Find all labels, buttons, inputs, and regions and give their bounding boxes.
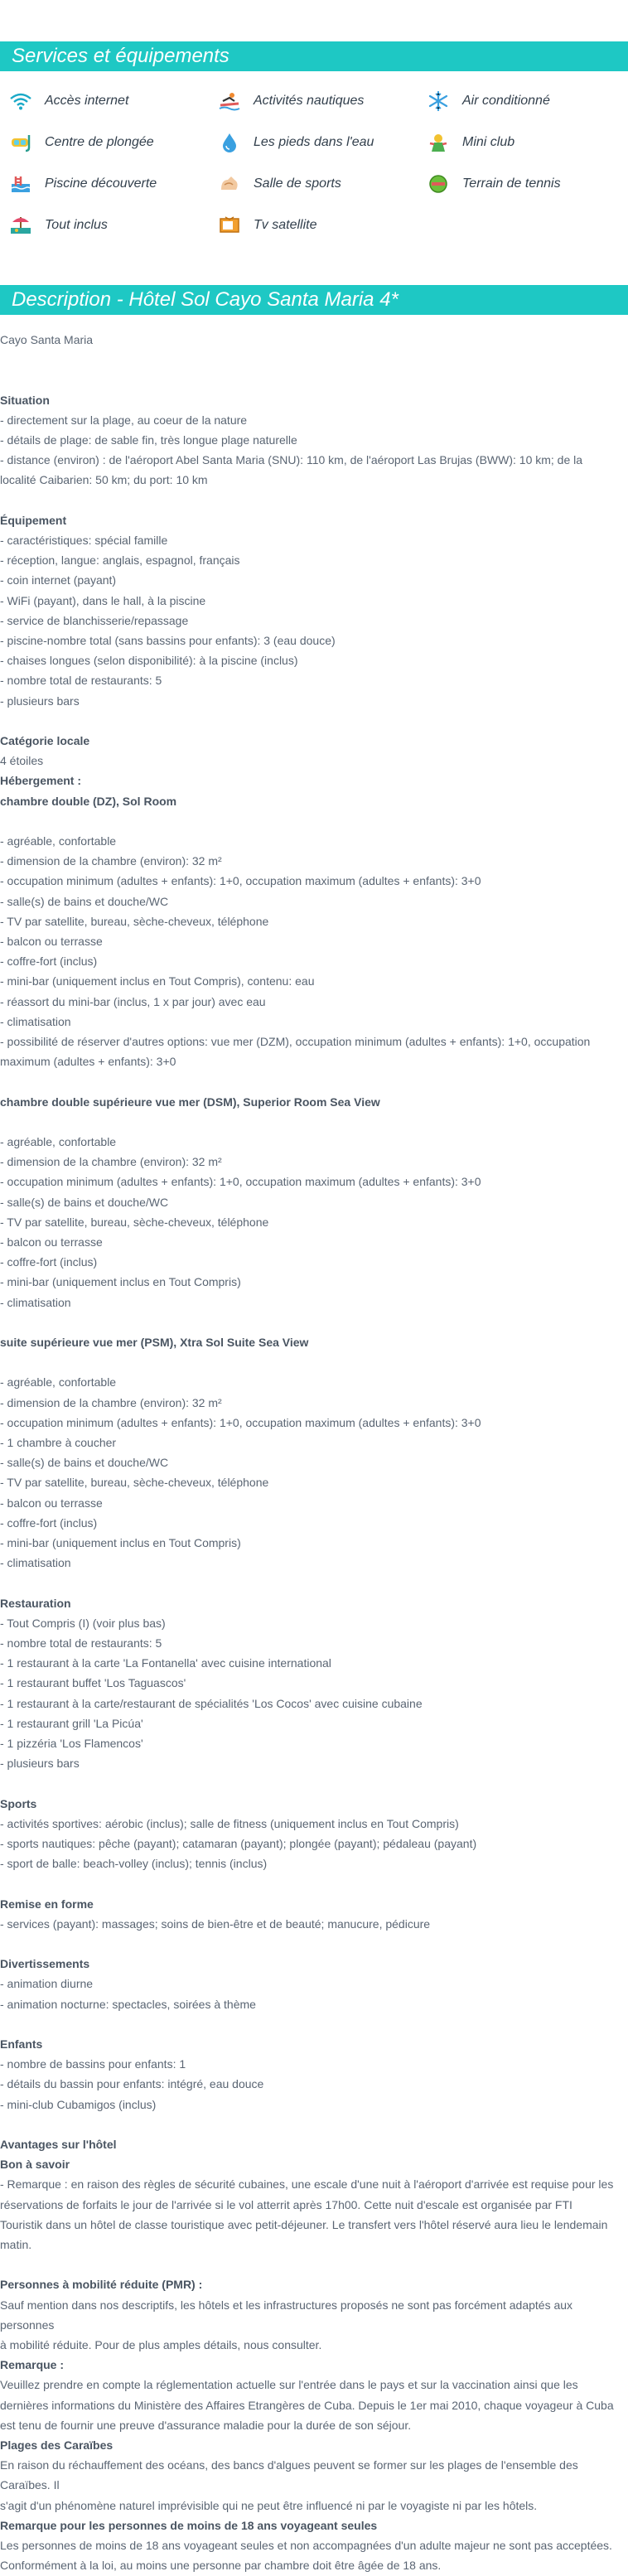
description-heading: Catégorie locale: [0, 734, 90, 747]
description-line: - agréable, confortable: [0, 1375, 117, 1389]
wifi-icon: [8, 90, 33, 112]
description-line: - 1 restaurant buffet 'Los Taguascos': [0, 1676, 186, 1690]
description-line: - chaises longues (selon disponibilité): à la piscine (inclus): [0, 654, 298, 668]
description-spacer: [0, 1934, 623, 1954]
description-line: - occupation minimum (adultes + enfants): 1+0, occupation maximum (adultes + enfants): 3+0: [0, 874, 481, 888]
description-spacer: [0, 711, 623, 731]
description-heading: Équipement: [0, 513, 67, 527]
kids-club-icon: [426, 132, 451, 153]
description-heading: Personnes à mobilité réduite (PMR) :: [0, 2278, 203, 2292]
description-line: - Tout Compris (I) (voir plus bas): [0, 1616, 166, 1630]
description-line: - piscine-nombre total (sans bassins pour enfants): 3 (eau douce): [0, 634, 336, 647]
services-header: Services et équipements: [0, 41, 628, 71]
amenity-gym: [217, 172, 341, 196]
description-line: - dimension de la chambre (environ): 32 m²: [0, 1155, 222, 1169]
description-spacer: [0, 491, 623, 510]
description-heading: Situation: [0, 393, 50, 407]
description-line: - nombre total de restaurants: 5: [0, 674, 162, 688]
description-line: Sauf mention dans nos descriptifs, les hôtels et les infrastructures proposés ne sont pas forcément adaptés aux personnes: [0, 2298, 573, 2332]
description-line: - détails du bassin pour enfants: intégré, eau douce: [0, 2077, 264, 2091]
description-line: Cayo Santa Maria: [0, 333, 94, 346]
description-line: - 1 restaurant à la carte 'La Fontanella' avec cuisine international: [0, 1656, 331, 1670]
description-line: - climatisation: [0, 1295, 71, 1309]
description-line: - mini-bar (uniquement inclus en Tout Compris), contenu: eau: [0, 974, 315, 988]
amenity-water-activities: [217, 89, 364, 114]
description-line: - balcon ou terrasse: [0, 1496, 103, 1510]
description-spacer: [0, 1773, 623, 1793]
description-line: - mini-bar (uniquement inclus en Tout Compris): [0, 1275, 241, 1289]
amenity-label: Les pieds dans l'eau: [254, 135, 374, 149]
description-line: maximum (adultes + enfants): 3+0: [0, 1055, 176, 1069]
description-line: - salle(s) de bains et douche/WC: [0, 894, 169, 908]
description-line: à mobilité réduite. Pour de plus amples détails, nous consulter.: [0, 2338, 322, 2352]
tennis-icon: [426, 173, 451, 195]
description-line: - directement sur la plage, au coeur de la nature: [0, 413, 248, 427]
description-spacer: [0, 2014, 623, 2034]
description-line: - Remarque : en raison des règles de sécurité cubaines, une escale d'une nuit à l'aéroport d'arrivée est requise pour les: [0, 2177, 614, 2192]
description-line: - sport de balle: beach-volley (inclus); tennis (inclus): [0, 1857, 268, 1871]
description-line: - coin internet (payant): [0, 573, 117, 587]
description-heading: Bon à savoir: [0, 2158, 70, 2172]
description-line: - service de blanchisserie/repassage: [0, 613, 189, 627]
description-line: Les personnes de moins de 18 ans voyageant seules et non accompagnées d'un adulte majeur ne sont pas acceptées.: [0, 2539, 612, 2553]
description-line: - plusieurs bars: [0, 1757, 80, 1771]
description-line: - coffre-fort (inclus): [0, 1255, 98, 1269]
description-line: - animation nocturne: spectacles, soirées à thème: [0, 1997, 256, 2011]
description-line: - nombre de bassins pour enfants: 1: [0, 2057, 186, 2071]
diving-mask-icon: [8, 132, 33, 153]
description-line: - occupation minimum (adultes + enfants): 1+0, occupation maximum (adultes + enfants): 3+0: [0, 1415, 481, 1429]
amenity-beachfront: [217, 130, 374, 155]
tv-icon: [217, 215, 242, 236]
description-heading: Remarque :: [0, 2358, 65, 2372]
description-line: - coffre-fort (inclus): [0, 955, 98, 969]
description-line: - 1 restaurant à la carte/restaurant de spécialités 'Los Cocos' avec cuisine cubaine: [0, 1696, 423, 1710]
description-line: - réception, langue: anglais, espagnol, français: [0, 553, 240, 568]
amenities-grid: [0, 83, 628, 232]
description-line: - 1 restaurant grill 'La Picúa': [0, 1716, 143, 1730]
description-line: - nombre total de restaurants: 5: [0, 1636, 162, 1650]
description-line: - agréable, confortable: [0, 834, 117, 848]
description-line: - TV par satellite, bureau, sèche-cheveux, téléphone: [0, 1215, 269, 1229]
description-line: - WiFi (payant), dans le hall, à la piscine: [0, 593, 206, 607]
description-line: - caractéristiques: spécial famille: [0, 533, 168, 547]
water-activities-icon: [217, 90, 242, 112]
description-line: dernières informations du Ministère des Affaires Etrangères de Cuba. Depuis le 1er mai 2010, chaque voyageur à Cuba: [0, 2398, 614, 2412]
gym-icon: [217, 173, 242, 195]
description-line: - dimension de la chambre (environ): 32 m²: [0, 854, 222, 868]
description-heading: Remarque pour les personnes de moins de 18 ans voyageant seules: [0, 2518, 378, 2532]
amenity-label: Tout inclus: [45, 218, 108, 232]
amenity-tennis: [426, 172, 561, 196]
description-line: Conformément à la loi, au moins une personne par chambre doit être âgée de 18 ans.: [0, 2559, 442, 2573]
description-heading: Plages des Caraïbes: [0, 2438, 114, 2453]
amenity-pool: [8, 172, 157, 196]
description-line: matin.: [0, 2238, 32, 2252]
description-line: Touristik dans un hôtel de classe touristique avec petit-déjeuner. Le transfert vers l'hôtel réservé aura lieu le lendemain: [0, 2217, 608, 2231]
description-line: - mini-club Cubamigos (inclus): [0, 2097, 157, 2111]
description-line: - détails de plage: de sable fin, très longue plage naturelle: [0, 433, 297, 447]
description-heading: Enfants: [0, 2037, 43, 2052]
description-spacer: [0, 1573, 623, 1592]
amenity-air-conditioning: [426, 89, 550, 114]
description-line: - salle(s) de bains et douche/WC: [0, 1195, 169, 1209]
description-spacer: [0, 2255, 623, 2274]
description-line: - occupation minimum (adultes + enfants): 1+0, occupation maximum (adultes + enfants): 3+0: [0, 1175, 481, 1189]
description-spacer: [0, 1112, 623, 1132]
description-line: - climatisation: [0, 1014, 71, 1028]
description-heading: Avantages sur l'hôtel: [0, 2138, 117, 2152]
all-inclusive-icon: [8, 215, 33, 236]
description-heading: Restauration: [0, 1596, 71, 1610]
description-line: - réassort du mini-bar (inclus, 1 x par jour) avec eau: [0, 994, 266, 1008]
description-line: - plusieurs bars: [0, 694, 80, 708]
description-heading: chambre double (DZ), Sol Room: [0, 794, 177, 808]
description-spacer: [0, 350, 623, 370]
description-line: En raison du réchauffement des océans, des bancs d'algues peuvent se former sur les plages de l'ensemble des Caraïbes. Il: [0, 2458, 578, 2492]
amenity-label: Air conditionné: [462, 94, 550, 108]
description-spacer: [0, 1071, 623, 1091]
description-line: - agréable, confortable: [0, 1135, 117, 1149]
description-heading: Remise en forme: [0, 1897, 94, 1911]
description-heading: chambre double supérieure vue mer (DSM), Superior Room Sea View: [0, 1095, 380, 1109]
amenity-label: Terrain de tennis: [462, 176, 561, 191]
description-spacer: [0, 2114, 623, 2134]
description-line: - climatisation: [0, 1556, 71, 1570]
description-line: - services (payant): massages; soins de bien-être et de beauté; manucure, pédicure: [0, 1916, 431, 1931]
water-drop-icon: [217, 132, 242, 153]
amenity-label: Tv satellite: [254, 218, 317, 232]
description-heading: Divertissements: [0, 1957, 90, 1971]
description-line: - TV par satellite, bureau, sèche-cheveux, téléphone: [0, 914, 269, 928]
description-line: - distance (environ) : de l'aéroport Abel Santa Maria (SNU): 110 km, de l'aéroport Las Brujas (BWW): 10 km; de la: [0, 453, 583, 467]
description-heading: Hébergement :: [0, 774, 82, 788]
description-line: localité Caibarien: 50 km; du port: 10 km: [0, 473, 208, 487]
hotel-description: [0, 330, 623, 2576]
description-line: - possibilité de réserver d'autres options: vue mer (DZM), occupation minimum (adultes + enfants): 1+0, occupation: [0, 1035, 591, 1049]
amenity-all-inclusive: [8, 213, 108, 238]
amenity-label: Mini club: [462, 135, 515, 149]
amenity-diving: [8, 130, 154, 155]
swimming-pool-icon: [8, 173, 33, 195]
description-line: - mini-bar (uniquement inclus en Tout Compris): [0, 1536, 241, 1550]
description-heading: Sports: [0, 1796, 37, 1810]
description-line: - 1 pizzéria 'Los Flamencos': [0, 1737, 143, 1751]
description-line: - activités sportives: aérobic (inclus); salle de fitness (uniquement inclus en Tout Compris): [0, 1816, 459, 1830]
description-line: réservations de forfaits le jour de l'arrivée si le vol atterrit après 17h00. Cette nuit d'escale est organisée par FTI: [0, 2197, 572, 2211]
amenity-label: Activités nautiques: [254, 94, 365, 108]
description-line: est tenu de fournir une preuve d'assurance maladie pour la durée de son séjour.: [0, 2418, 412, 2432]
description-line: s'agit d'un phénomène naturel imprévisible qui ne peut être influencé ni par le voyagiste ni par les hôtels.: [0, 2498, 538, 2512]
description-line: - 1 chambre à coucher: [0, 1436, 117, 1450]
description-spacer: [0, 1312, 623, 1332]
description-line: - sports nautiques: pêche (payant); catamaran (payant); plongée (payant); pédaleau (payant): [0, 1837, 477, 1851]
description-line: - coffre-fort (inclus): [0, 1515, 98, 1530]
description-spacer: [0, 811, 623, 831]
amenity-label: Salle de sports: [254, 176, 341, 191]
description-spacer: [0, 1873, 623, 1893]
description-header: Description - Hôtel Sol Cayo Santa Maria 4*: [0, 285, 628, 315]
description-spacer: [0, 370, 623, 389]
description-line: - TV par satellite, bureau, sèche-cheveux, téléphone: [0, 1476, 269, 1490]
description-line: - dimension de la chambre (environ): 32 m²: [0, 1395, 222, 1409]
description-spacer: [0, 1352, 623, 1372]
snowflake-icon: [426, 90, 451, 112]
amenity-label: Accès internet: [45, 94, 129, 108]
description-line: - balcon ou terrasse: [0, 1235, 103, 1249]
description-heading: suite supérieure vue mer (PSM), Xtra Sol Suite Sea View: [0, 1336, 309, 1350]
description-line: 4 étoiles: [0, 754, 44, 768]
description-line: - salle(s) de bains et douche/WC: [0, 1456, 169, 1470]
amenity-label: Centre de plongée: [45, 135, 154, 149]
description-line: Veuillez prendre en compte la réglementation actuelle sur l'entrée dans le pays et sur la vaccination ainsi que les: [0, 2378, 578, 2392]
description-line: - animation diurne: [0, 1977, 94, 1991]
amenity-label: Piscine découverte: [45, 176, 157, 191]
amenity-tv: [217, 213, 316, 238]
description-line: - balcon ou terrasse: [0, 935, 103, 949]
amenity-kids-club: [426, 130, 514, 155]
amenity-internet: [8, 89, 128, 114]
